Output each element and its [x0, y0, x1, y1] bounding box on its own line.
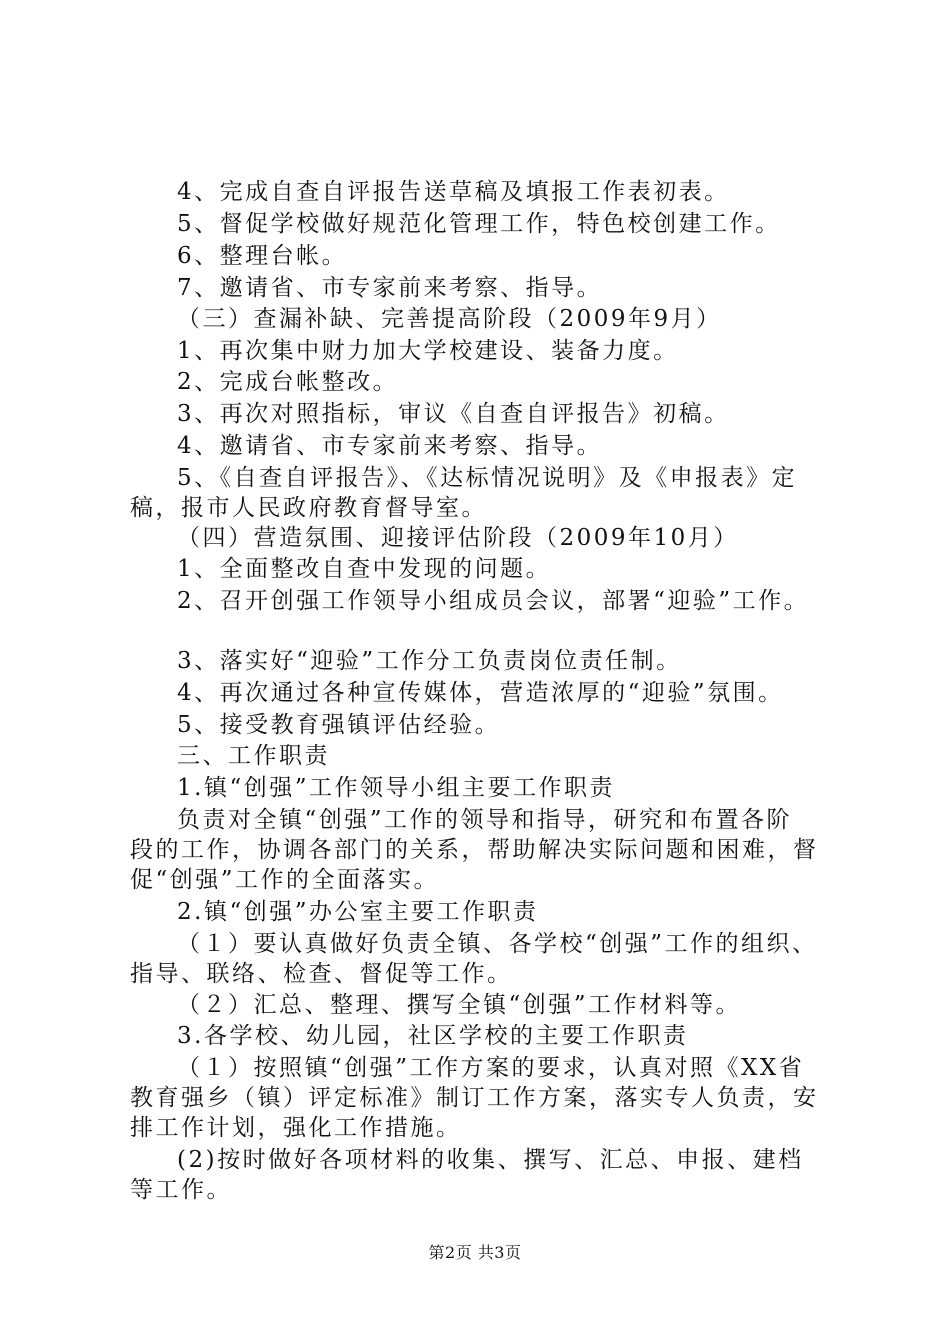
subsection-heading: 2.镇“创强”办公室主要工作职责 [177, 899, 539, 925]
section-heading: 三、工作职责 [177, 743, 330, 769]
text-line: 5、督促学校做好规范化管理工作，特色校创建工作。 [177, 211, 781, 237]
page-footer: 第2页 共3页 [428, 1243, 522, 1262]
text-line: （１）按照镇“创强”工作方案的要求，认真对照《XX省 [177, 1055, 805, 1081]
text-line: 2、召开创强工作领导小组成员会议，部署“迎验”工作。 [177, 588, 810, 614]
text-line: 负责对全镇“创强”工作的领导和指导，研究和布置各阶 [177, 807, 793, 833]
section-heading: （三）查漏补缺、完善提高阶段（2009年9月） [177, 306, 722, 332]
text-line: 3、落实好“迎验”工作分工负责岗位责任制。 [177, 648, 682, 674]
text-line: 4、再次通过各种宣传媒体，营造浓厚的“迎验”氛围。 [177, 680, 784, 706]
subsection-heading: 1.镇“创强”工作领导小组主要工作职责 [177, 775, 615, 801]
text-line: 4、邀请省、市专家前来考察、指导。 [177, 433, 603, 459]
text-line: 指导、联络、检查、督促等工作。 [130, 961, 513, 987]
text-line: 4、完成自查自评报告送草稿及填报工作表初表。 [177, 179, 730, 205]
text-line: 3、再次对照指标，审议《自查自评报告》初稿。 [177, 401, 730, 427]
text-line: 排工作计划，强化工作措施。 [130, 1115, 462, 1141]
section-heading: （四）营造氛围、迎接评估阶段（2009年10月） [177, 525, 739, 551]
text-line: 7、邀请省、市专家前来考察、指导。 [177, 275, 603, 301]
text-line: 教育强乡（镇）评定标准》制订工作方案，落实专人负责，安 [130, 1085, 819, 1111]
text-line: （２）汇总、整理、撰写全镇“创强”工作材料等。 [177, 992, 742, 1018]
subsection-heading: 3.各学校、幼儿园，社区学校的主要工作职责 [177, 1023, 689, 1049]
text-line: （１）要认真做好负责全镇、各学校“创强”工作的组织、 [177, 931, 818, 957]
text-line: 1、全面整改自查中发现的问题。 [177, 556, 552, 582]
text-line: 促“创强”工作的全面落实。 [130, 867, 440, 893]
text-line: 5、《自查自评报告》、《达标情况说明》及《申报表》定 [177, 465, 798, 491]
text-line: 6、整理台帐。 [177, 243, 348, 269]
text-line: 5、接受教育强镇评估经验。 [177, 712, 501, 738]
text-line: 稿，报市人民政府教育督导室。 [130, 495, 487, 521]
text-line: (2)按时做好各项材料的收集、撰写、汇总、申报、建档 [177, 1147, 804, 1173]
text-line: 2、完成台帐整改。 [177, 369, 399, 395]
text-line: 段的工作，协调各部门的关系，帮助解决实际问题和困难，督 [130, 837, 819, 863]
text-line: 等工作。 [130, 1177, 232, 1203]
text-line: 1、再次集中财力加大学校建设、装备力度。 [177, 338, 679, 364]
